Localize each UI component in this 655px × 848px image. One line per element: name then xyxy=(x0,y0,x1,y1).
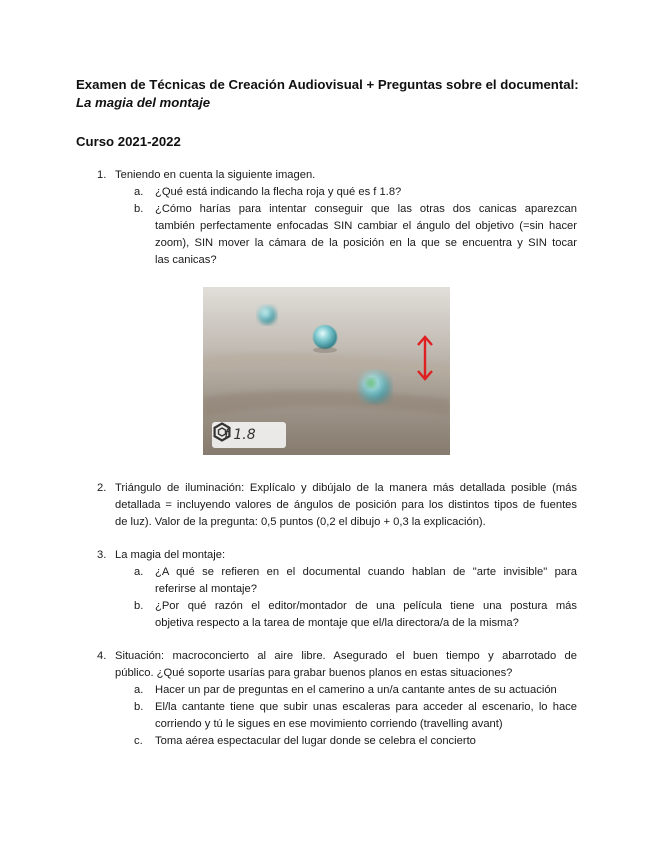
subitem-letter: a. xyxy=(134,684,144,696)
documentary-title: La magia del montaje xyxy=(76,95,211,110)
exam-title: Examen de Técnicas de Creación Audiovisual + Preguntas sobre el documental: xyxy=(76,77,579,92)
subitem-letter: b. xyxy=(134,701,144,713)
subitem-text: Hacer un par de preguntas en el camerino a un/a cantante antes de su actuación xyxy=(155,684,557,696)
subitem-text: las canicas? xyxy=(155,254,217,266)
subitem-text: zoom), SIN mover la cámara de la posición en la que se encuentra y SIN tocar xyxy=(155,237,577,249)
marbles-photo xyxy=(203,287,450,455)
subitem-text: Toma aérea espectacular del lugar donde se celebra el concierto xyxy=(155,735,476,747)
question-text: La magia del montaje: xyxy=(115,549,226,561)
subitem-text: El/la cantante tiene que subir unas escaleras para acceder al escenario, lo hace xyxy=(155,701,577,713)
question-number: 4. xyxy=(97,650,107,662)
subitem-text: ¿A qué se refieren en el documental cuando hablan de "arte invisible" para xyxy=(155,566,577,578)
subitem-letter: a. xyxy=(134,566,144,578)
subitem-text: ¿Qué está indicando la flecha roja y qué es f 1.8? xyxy=(155,186,402,198)
question-number: 3. xyxy=(97,549,107,561)
subitem-text: ¿Por qué razón el editor/montador de una película tiene una postura más xyxy=(155,600,577,612)
question-text: público. ¿Qué soporte usarías para grabar buenos planos en estas situaciones? xyxy=(115,667,513,679)
course-label: Curso 2021-2022 xyxy=(76,134,181,149)
subitem-letter: c. xyxy=(134,735,143,747)
question-number: 2. xyxy=(97,482,107,494)
aperture-label: f 1.8 xyxy=(224,427,256,443)
question-text: Situación: macroconcierto al aire libre. Asegurado el buen tiempo y abarrotado de xyxy=(115,650,577,662)
question-number: 1. xyxy=(97,169,107,181)
question-text: detallada = incluyendo valores de ángulos de posición para los distintos tipos de fuentes xyxy=(115,499,577,511)
subitem-letter: b. xyxy=(134,600,144,612)
subitem-text: corriendo y tú le sigues en ese movimiento corriendo (travelling avant) xyxy=(155,718,503,730)
subitem-text: ¿Cómo harías para intentar conseguir que las otras dos canicas aparezcan xyxy=(155,203,577,215)
question-text: de luz). Valor de la pregunta: 0,5 puntos (0,2 el dibujo + 0,3 la explicación). xyxy=(115,516,486,528)
aperture-icon xyxy=(212,422,232,442)
subitem-letter: b. xyxy=(134,203,144,215)
question-text: Teniendo en cuenta la siguiente imagen. xyxy=(115,169,316,181)
subitem-letter: a. xyxy=(134,186,144,198)
red-double-arrow-icon xyxy=(415,333,435,383)
subitem-text: referirse al montaje? xyxy=(155,583,257,595)
question-text: Triángulo de iluminación: Explícalo y dibújalo de la manera más detallada posible (más xyxy=(115,482,577,494)
subitem-text: también perfectamente enfocadas SIN cambiar el ángulo del objetivo (=sin hacer xyxy=(155,220,577,232)
aperture-badge xyxy=(212,422,286,448)
subitem-text: objetiva respecto a la tarea de montaje que el/la directora/a de la misma? xyxy=(155,617,519,629)
